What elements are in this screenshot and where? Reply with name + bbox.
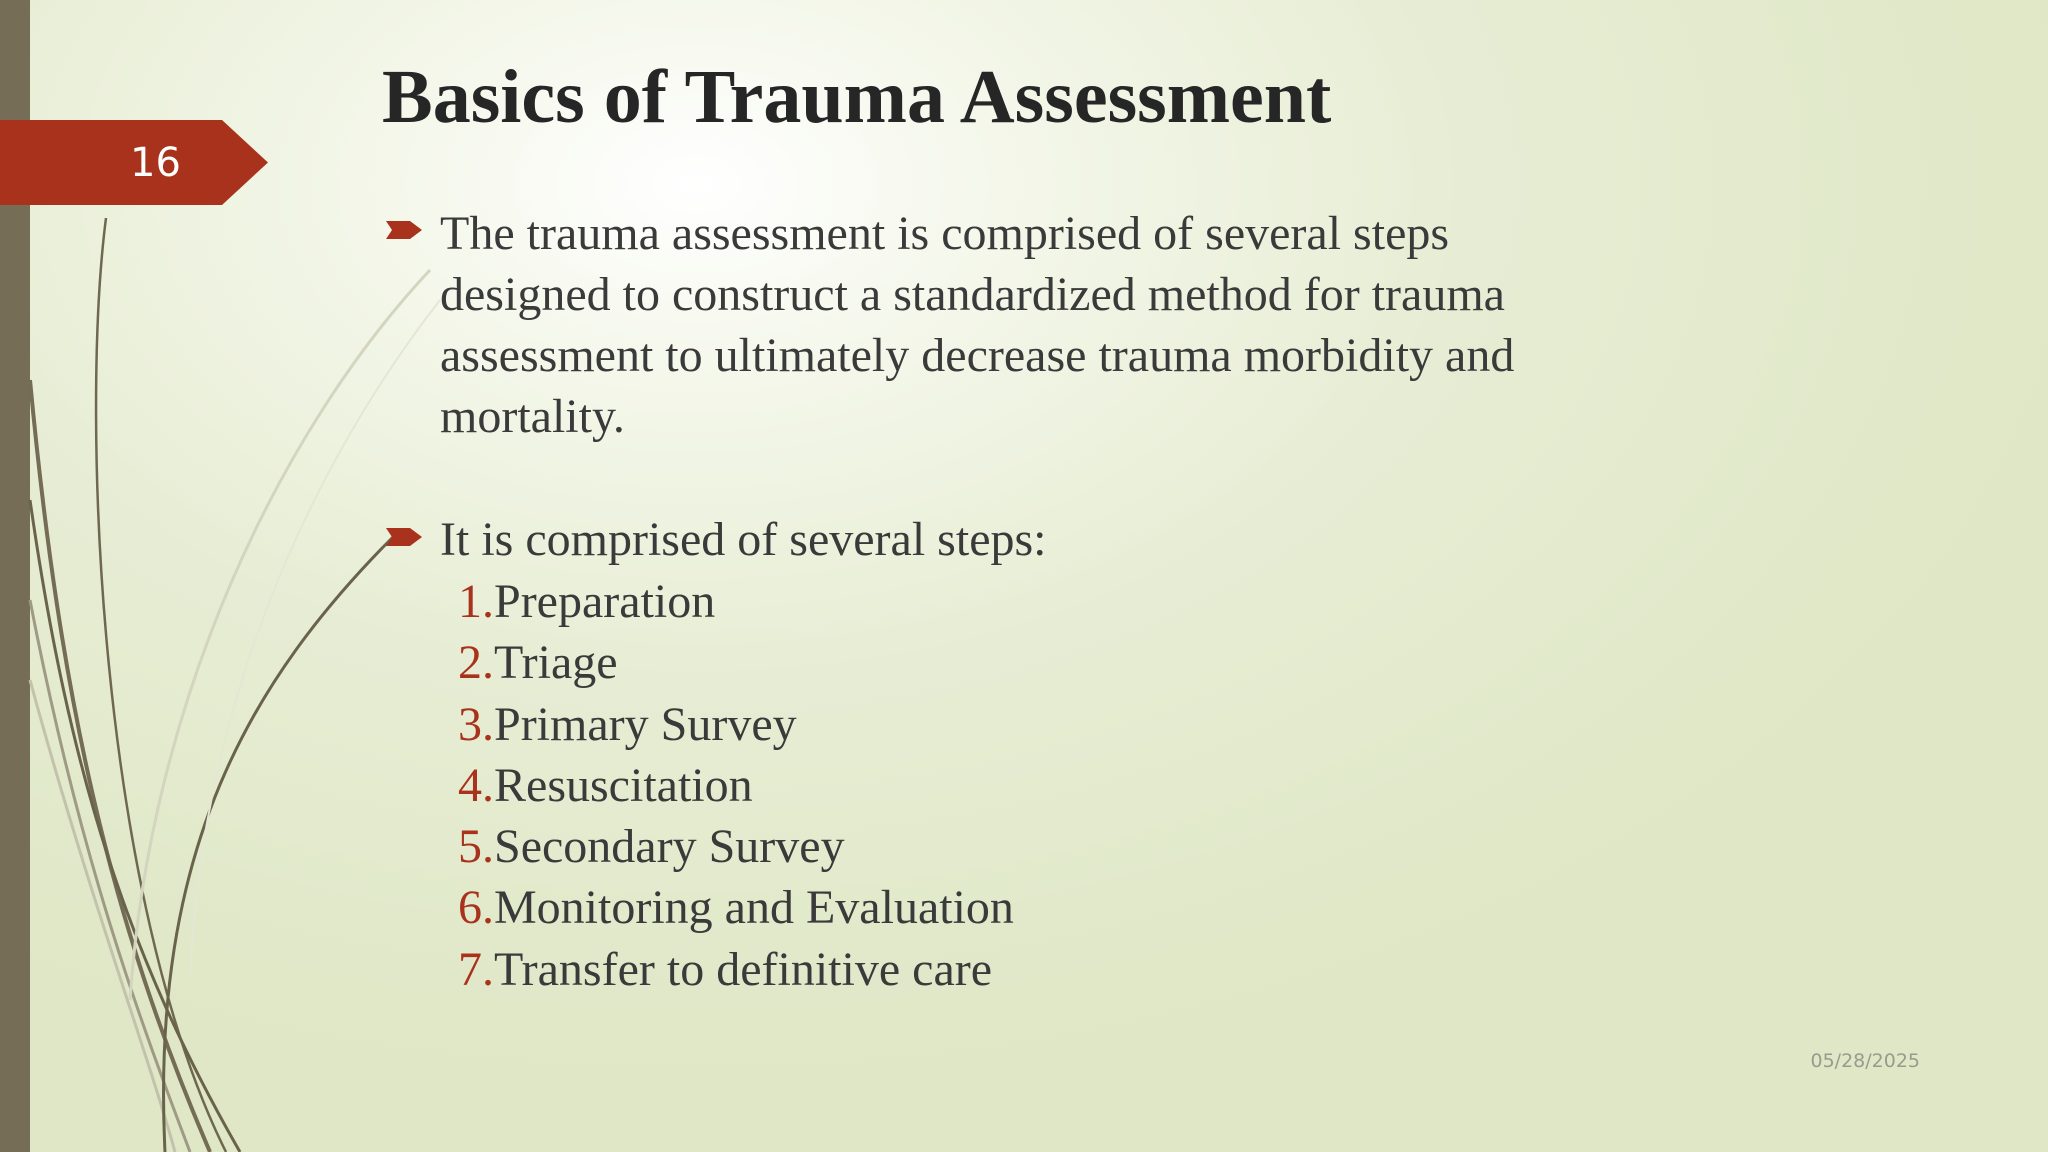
list-item: [458, 571, 1014, 632]
paragraph-steps-intro: It is comprised of several steps:: [440, 513, 1047, 566]
step-label: Primary Survey: [494, 697, 797, 751]
slide-number: 16: [130, 140, 181, 186]
step-number: 6.: [458, 881, 494, 935]
step-number: 7.: [458, 942, 494, 996]
step-label: Triage: [494, 636, 618, 690]
step-label: Transfer to definitive care: [494, 942, 993, 996]
step-number: 5.: [458, 820, 494, 874]
list-item: [458, 877, 1014, 938]
step-number: 1.: [458, 575, 494, 628]
slide-title: Basics of Trauma Assessment: [382, 55, 1332, 139]
arrow-bullet-icon: [386, 218, 426, 242]
slide-date: 05/28/2025: [1810, 1050, 1920, 1072]
list-item: [458, 816, 1014, 877]
step-label: Monitoring and Evaluation: [494, 881, 1014, 935]
arrow-bullet-icon: [386, 525, 426, 549]
step-label: Resuscitation: [494, 758, 753, 812]
list-item: [458, 939, 1014, 1000]
step-number: 2.: [458, 636, 494, 690]
paragraph-line: mortality.: [440, 390, 625, 443]
steps-list: [458, 571, 1014, 1000]
paragraph-line: assessment to ultimately decrease trauma morbidity and: [440, 329, 1515, 382]
list-item: [458, 632, 1014, 693]
step-label: Secondary Survey: [494, 820, 845, 874]
paragraph-trauma-assessment: [440, 203, 1640, 447]
list-item: [458, 755, 1014, 816]
step-number: 3.: [458, 697, 494, 751]
list-item: [458, 694, 1014, 755]
paragraph-line: The trauma assessment is comprised of several steps: [440, 207, 1450, 260]
step-number: 4.: [458, 758, 494, 812]
step-label: Preparation: [494, 575, 716, 628]
paragraph-line: designed to construct a standardized method for trauma: [440, 268, 1505, 321]
